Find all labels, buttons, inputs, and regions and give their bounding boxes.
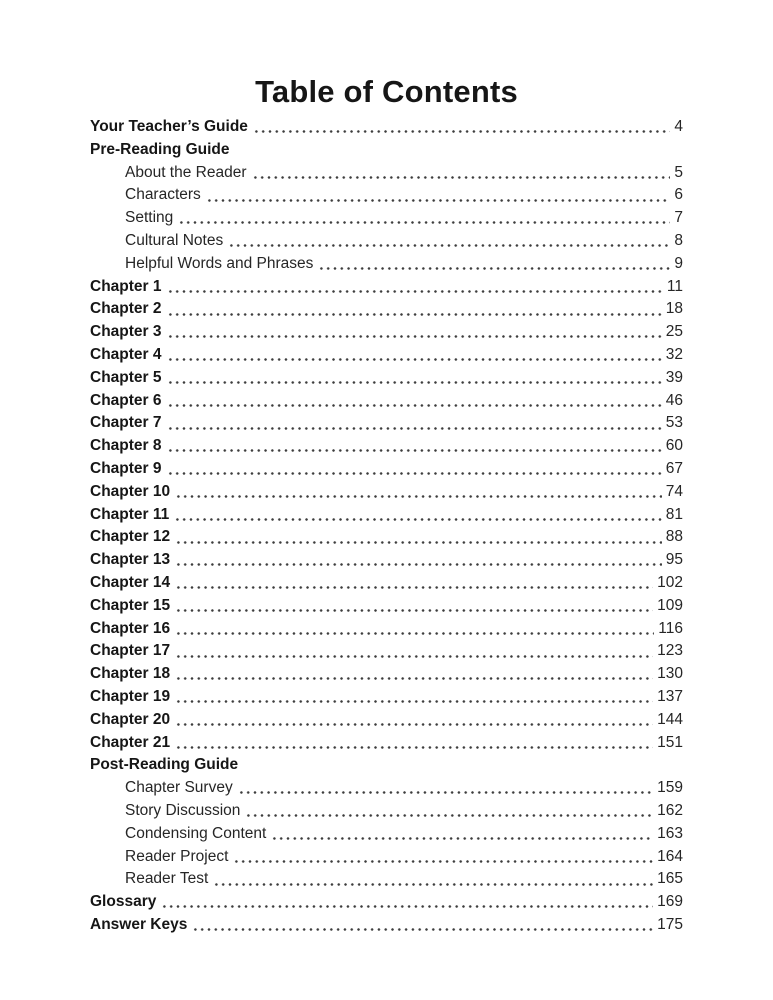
toc-entry (90, 207, 683, 230)
toc-entry-page: 74 (665, 482, 683, 500)
toc-entry (90, 367, 683, 390)
toc-entry (90, 526, 683, 549)
toc-entry-page: 9 (674, 254, 683, 272)
toc-entry (90, 162, 683, 185)
toc-entry-label: Reader Test (125, 870, 209, 888)
dot-leader (167, 472, 662, 475)
toc-entry (90, 868, 683, 891)
toc-entry-label: Chapter Survey (125, 779, 233, 797)
dot-leader (161, 905, 653, 908)
toc-entry-label: Chapter 19 (90, 687, 171, 705)
toc-entry-page: 163 (657, 824, 683, 842)
toc-entry-label: Reader Project (125, 847, 229, 865)
dot-leader (167, 358, 662, 361)
toc-entry (90, 253, 683, 276)
toc-entry-label: Chapter 12 (90, 528, 171, 546)
dot-leader (206, 199, 671, 202)
toc-entry-page: 162 (657, 801, 683, 819)
toc-entry (90, 230, 683, 253)
toc-entry-page: 32 (665, 345, 683, 363)
toc-entry (90, 412, 683, 435)
toc-entry-label: Characters (125, 186, 201, 204)
dot-leader (175, 586, 653, 589)
toc-entry-page: 137 (657, 687, 683, 705)
toc-entry-page: 144 (657, 710, 683, 728)
toc-entry-label: Chapter 18 (90, 665, 171, 683)
toc-entry-page: 109 (657, 596, 683, 614)
dot-leader (178, 221, 670, 224)
toc-entry (90, 549, 683, 572)
toc-entry-page: 8 (674, 231, 683, 249)
toc-entry (90, 640, 683, 663)
toc-entry-label: Answer Keys (90, 915, 188, 933)
toc-entry-page: 159 (657, 779, 683, 797)
dot-leader (175, 677, 653, 680)
toc-entry-page: 67 (665, 459, 683, 477)
toc-entry (90, 298, 683, 321)
toc-entry (90, 709, 683, 732)
toc-entry (90, 754, 683, 777)
toc-entry-label: Chapter 1 (90, 277, 162, 295)
toc-entry-page: 102 (657, 573, 683, 591)
toc-entry-page: 5 (674, 163, 683, 181)
toc-entry-label: Story Discussion (125, 801, 241, 819)
dot-leader (238, 791, 653, 794)
toc-entry-label: Your Teacher’s Guide (90, 118, 248, 135)
dot-leader (167, 427, 662, 430)
toc-entry-label: About the Reader (125, 163, 247, 181)
toc-entry-page: 175 (657, 915, 683, 933)
dot-leader (167, 313, 662, 316)
toc-entry-label: Chapter 17 (90, 642, 171, 660)
toc-entry-page: 169 (657, 893, 683, 911)
dot-leader (233, 860, 653, 863)
toc-entry (90, 390, 683, 413)
toc-entry-label: Chapter 14 (90, 573, 171, 591)
dot-leader (252, 176, 671, 179)
toc-entry (90, 663, 683, 686)
toc-entry-page: 116 (658, 619, 683, 637)
toc-entry (90, 116, 683, 139)
toc-entry-page: 39 (665, 368, 683, 386)
toc-entry (90, 595, 683, 618)
toc-entry (90, 800, 683, 823)
toc-entry (90, 344, 683, 367)
toc-entry-page: 164 (657, 847, 683, 865)
toc-entry-label: Chapter 2 (90, 300, 162, 318)
page-title: Table of Contents (255, 74, 518, 109)
toc-entry-label: Chapter 16 (90, 619, 171, 637)
toc-entry (90, 435, 683, 458)
toc-entry (90, 139, 683, 162)
dot-leader (318, 267, 670, 270)
toc-entry-page: 25 (665, 323, 683, 341)
toc-entry (90, 458, 683, 481)
toc-entry-label: Chapter 3 (90, 323, 162, 341)
toc-entry-label: Chapter 9 (90, 459, 162, 477)
toc-entry (90, 823, 683, 846)
dot-leader (167, 290, 663, 293)
toc-entry (90, 618, 683, 641)
dot-leader (175, 541, 662, 544)
dot-leader (167, 335, 662, 338)
toc-entry (90, 777, 683, 800)
toc-entry (90, 914, 683, 937)
toc-entry-page: 7 (674, 209, 683, 227)
toc-entry-page: 165 (657, 870, 683, 888)
dot-leader (167, 449, 662, 452)
toc-entry (90, 846, 683, 869)
toc-entry-label: Chapter 6 (90, 391, 162, 409)
dot-leader (167, 404, 662, 407)
toc-entry-label: Pre-Reading Guide (90, 140, 230, 158)
toc-entry-label: Chapter 15 (90, 596, 171, 614)
toc-entry-label: Helpful Words and Phrases (125, 254, 314, 272)
dot-leader (174, 518, 661, 521)
toc-entry-label: Post-Reading Guide (90, 756, 239, 774)
toc-entry (90, 321, 683, 344)
dot-leader (175, 495, 662, 498)
toc-entry-page: 151 (657, 733, 683, 751)
toc-entry-label: Condensing Content (125, 824, 267, 842)
dot-leader (175, 746, 653, 749)
toc-entry-label: Chapter 11 (90, 505, 170, 523)
toc-entry-page: 6 (674, 186, 683, 204)
dot-leader (228, 244, 670, 247)
toc-entry-page: 18 (665, 300, 683, 318)
toc-entry-label: Chapter 20 (90, 710, 171, 728)
toc-entry-page: 88 (665, 528, 683, 546)
toc-entry (90, 732, 683, 755)
toc-entry (90, 686, 683, 709)
dot-leader (192, 928, 653, 931)
dot-leader (175, 655, 653, 658)
toc-entry-label: Chapter 4 (90, 345, 162, 363)
dot-leader (175, 632, 654, 635)
dot-leader (175, 700, 653, 703)
dot-leader (213, 883, 653, 886)
toc-entry-page: 11 (666, 277, 683, 295)
dot-leader (245, 814, 653, 817)
toc-entry (90, 481, 683, 504)
toc-entry (90, 572, 683, 595)
toc-entry-page: 130 (657, 665, 683, 683)
toc-entry (90, 504, 683, 527)
toc-entry (90, 184, 683, 207)
toc-entry-page: 46 (665, 391, 683, 409)
dot-leader (175, 609, 653, 612)
dot-leader (175, 563, 662, 566)
dot-leader (271, 837, 653, 840)
toc-entry-page: 81 (665, 505, 683, 523)
toc-entry-page: 4 (674, 118, 683, 135)
toc-entry-label: Chapter 7 (90, 414, 162, 432)
toc-entry-label: Chapter 5 (90, 368, 162, 386)
dot-leader (253, 130, 670, 133)
toc-entry-page: 95 (665, 551, 683, 569)
toc-entry-label: Chapter 8 (90, 437, 162, 455)
toc-entry-page: 123 (657, 642, 683, 660)
toc-entry-page: 60 (665, 437, 683, 455)
toc-entry-label: Cultural Notes (125, 231, 224, 249)
toc-entry-label: Setting (125, 209, 174, 227)
dot-leader (167, 381, 662, 384)
toc-entry-label: Chapter 13 (90, 551, 171, 569)
toc-entry-page: 53 (665, 414, 683, 432)
dot-leader (175, 723, 653, 726)
toc-entry (90, 276, 683, 299)
toc-entry-label: Glossary (90, 893, 157, 911)
toc-entry (90, 891, 683, 914)
toc-entry-label: Chapter 10 (90, 482, 171, 500)
toc-entry-label: Chapter 21 (90, 733, 171, 751)
table-of-contents (90, 116, 683, 937)
